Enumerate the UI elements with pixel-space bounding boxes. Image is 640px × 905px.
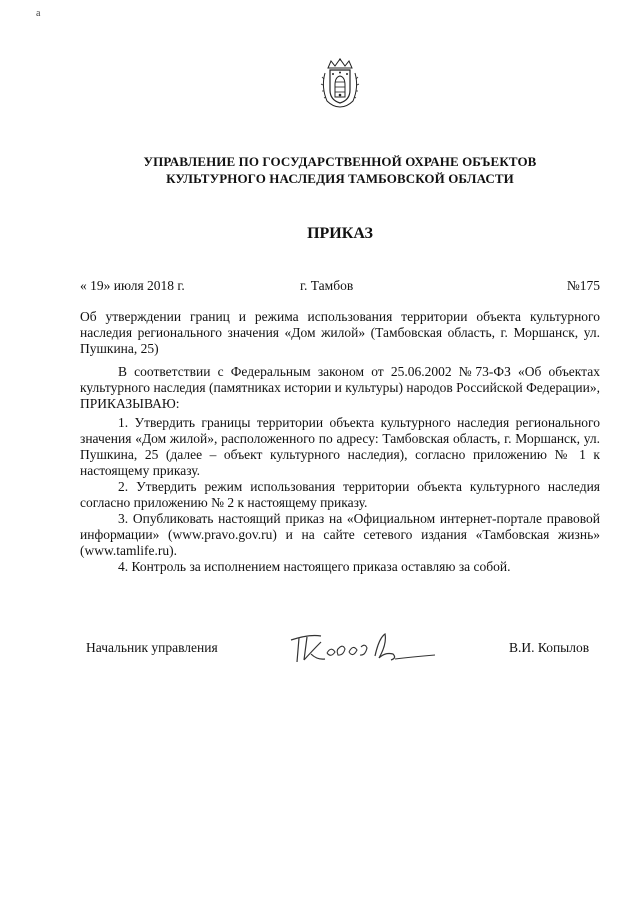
order-item-2: 2. Утвердить режим использования территории объекта культурного наследия согласно приложению № 2 к настоящему приказу.	[80, 479, 600, 510]
corner-mark: a	[36, 8, 41, 19]
signatory-position: Начальник управления	[86, 640, 218, 655]
order-number: №175	[566, 278, 600, 293]
handwritten-signature	[287, 626, 439, 670]
organization-name-line2: КУЛЬТУРНОГО НАСЛЕДИЯ ТАМБОВСКОЙ ОБЛАСТИ	[166, 171, 514, 186]
organization-name-line1: УПРАВЛЕНИЕ ПО ГОСУДАРСТВЕННОЙ ОХРАНЕ ОБЪЕКТОВ	[143, 154, 537, 169]
preamble: В соответствии с Федеральным законом от 25.06.2002 №73-ФЗ «Об объектах культурного наследия (памятниках истории и культуры) народов Российской Федерации», ПРИКАЗЫВАЮ:	[80, 364, 600, 411]
order-item-4: 4. Контроль за исполнением настоящего приказа оставляю за собой.	[118, 559, 511, 574]
tambov-coat-of-arms-icon	[319, 57, 361, 109]
order-subject: Об утверждении границ и режима использования территории объекта культурного наследия регионального значения «Дом жилой» (Тамбовская область, г. Моршанск, ул. Пушкина, 25)	[80, 309, 600, 356]
order-item-3: 3. Опубликовать настоящий приказ на «Официальном интернет-портале правовой информации» (www.pravo.gov.ru) и на сайте сетевого издания «Тамбовская жизнь» (www.tamlife.ru).	[80, 511, 600, 558]
document-title: ПРИКАЗ	[307, 225, 373, 242]
order-item-1: 1. Утвердить границы территории объекта культурного наследия регионального значения «Дом жилой», расположенного по адресу: Тамбовская область, г. Моршанск, ул. Пушкина, 25 (далее – объект культурного наследия), согласно приложению № 1 к настоящему приказу.	[80, 415, 600, 478]
organization-name	[80, 153, 600, 187]
order-date: « 19» июля 2018 г.	[80, 278, 185, 293]
order-city: г. Тамбов	[300, 278, 354, 293]
signatory-name: В.И. Копылов	[509, 640, 590, 655]
order-body	[80, 364, 600, 575]
